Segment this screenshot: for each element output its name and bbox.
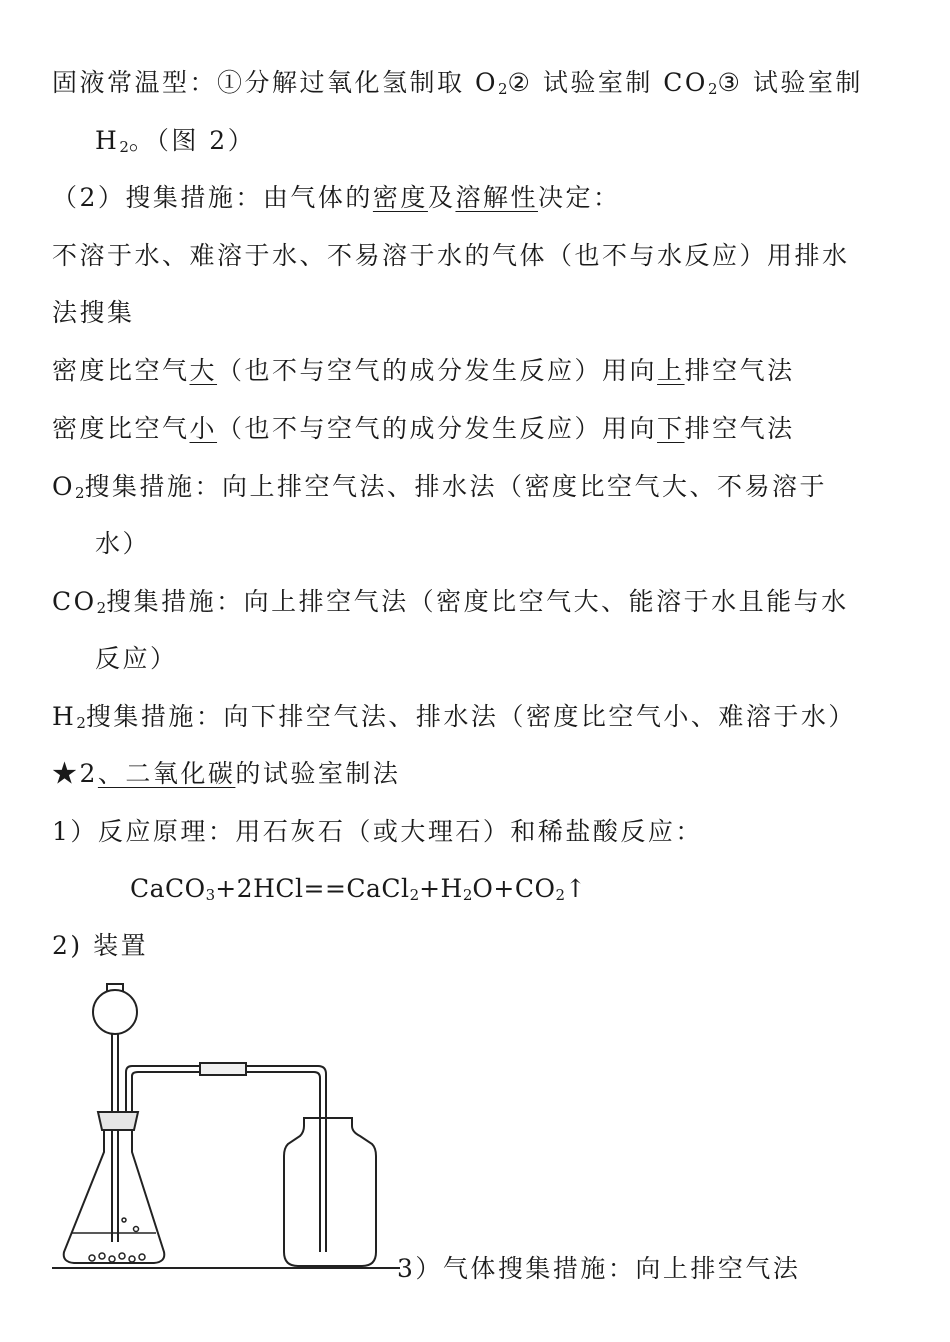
line-water-displacement: 不溶于水、难溶于水、不易溶于水的气体（也不与水反应）用排水 bbox=[52, 241, 850, 270]
line-oxygen-collection: $O_2$搜集措施：向上排空气法、排水法（密度比空气大、不易溶于 bbox=[52, 472, 828, 502]
line-apparatus-heading: 2) 装置 bbox=[52, 931, 149, 960]
co2-apparatus-diagram bbox=[50, 980, 400, 1280]
rubber-stopper bbox=[98, 1112, 138, 1130]
line-co2-collection-cont: 反应） bbox=[95, 644, 178, 673]
section-heading-co2-lab-prep: ★2、二氧化碳的试验室制法 bbox=[52, 759, 401, 788]
line-co2-collection: $CO_2$搜集措施：向上排空气法（密度比空气大、能溶于水且能与水 bbox=[52, 587, 849, 617]
chemical-equation: $CaCO_3+2HCl==CaCl_2+H_2O+CO_2↑$ bbox=[130, 874, 587, 904]
line-gas-collection-method: 3）气体搜集措施：向上排空气法 bbox=[397, 1254, 801, 1283]
line-reaction-types: 固液常温型：①分解过氧化氢制取 $O_2②$ 试验室制 $CO_2③$ 试验室制 bbox=[52, 68, 863, 98]
delivery-tube-inner bbox=[132, 1072, 320, 1252]
line-collection-method-heading: （2）搜集措施：由气体的密度及溶解性决定： bbox=[52, 183, 621, 212]
line-oxygen-collection-cont: 水） bbox=[95, 529, 151, 558]
line-hydrogen-collection: $H_2$搜集措施：向下排空气法、排水法（密度比空气小、难溶于水） bbox=[52, 702, 856, 732]
line-water-displacement-cont: 法搜集 bbox=[52, 298, 135, 327]
line-reaction-principle: 1）反应原理：用石灰石（或大理石）和稀盐酸反应： bbox=[52, 817, 703, 846]
rubber-tube-connector bbox=[200, 1063, 246, 1075]
gas-collection-jar bbox=[284, 1118, 376, 1266]
funnel-bulb bbox=[93, 990, 137, 1034]
conical-flask bbox=[64, 1130, 165, 1263]
funnel-stem bbox=[112, 1034, 118, 1242]
line-downward-air: 密度比空气小（也不与空气的成分发生反应）用向下排空气法 bbox=[52, 414, 795, 443]
line-upward-air: 密度比空气大（也不与空气的成分发生反应）用向上排空气法 bbox=[52, 356, 795, 385]
line-hydrogen-figure-ref: $H_2$。（图 2） bbox=[95, 126, 256, 156]
